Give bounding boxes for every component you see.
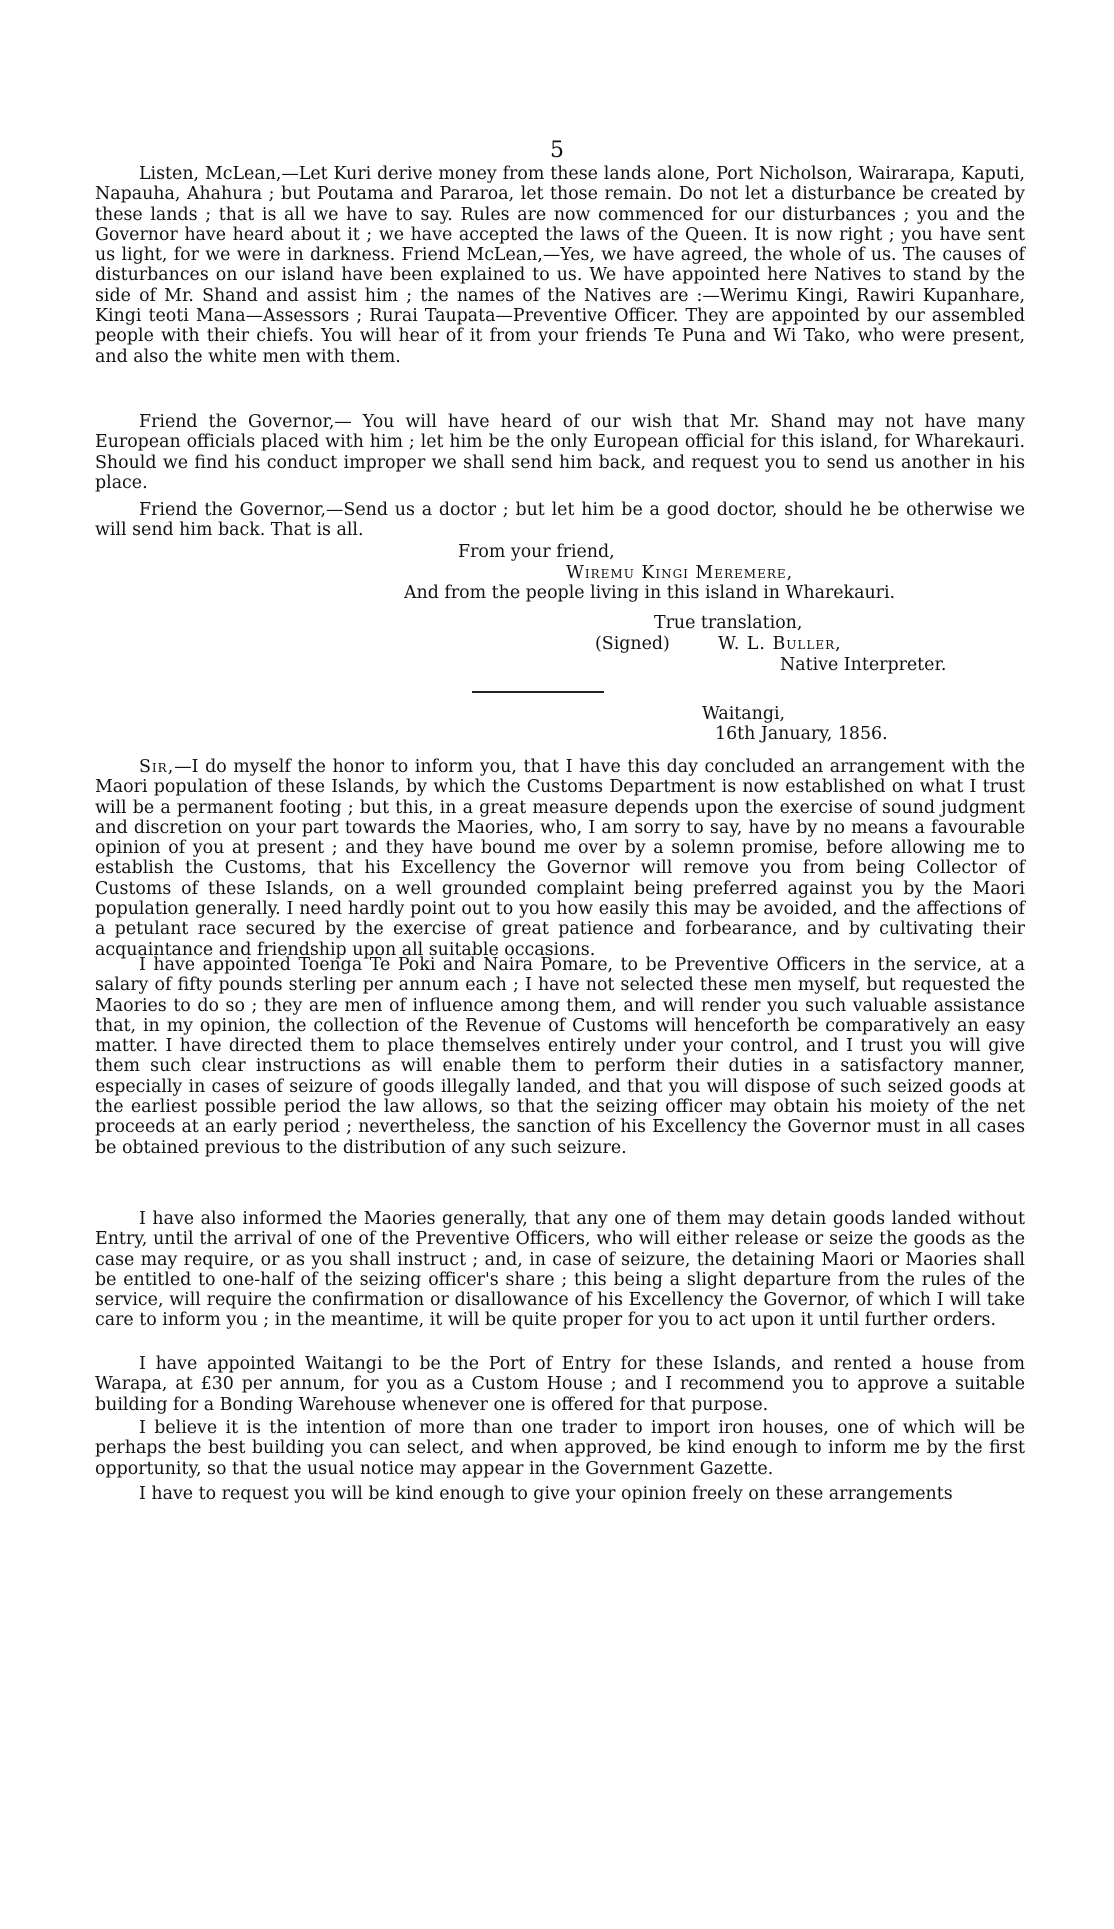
- letter2-text: I have appointed Toenga Te Poki and Naira Pomare, to be Preventive Officers in the service, at a salary of fifty pounds sterling per annum each ; I have not selected these men myself, but requested the Maories to do so ; they are men of influence among them, and will render you such valuable assistance that, in my opinion, the collection of the Revenue of Customs will henceforth be comparatively an easy matter. I have directed them to place themselves entirely under your control, and I trust you will give them such clear instructions as will enable them to perform their duties in a satisfactory manner, especially in cases of seizure of goods illegally landed, and that you will dispose of such seized goods at the earliest possible period the law allows, so that the seizing officer may obtain his moiety of the net proceeds at an early period ; nevertheless, the sanction of his Excellency the Governor must in all cases be obtained previous to the distribution of any such seizure.: [95, 955, 1025, 1158]
- letter2-place: Waitangi,: [702, 704, 786, 724]
- translator-title: Native Interpreter.: [780, 655, 947, 675]
- letter2-text: I have appointed Waitangi to be the Port of Entry for these Islands, and rented a house from Warapa, at £30 per annum, for you as a Custom House ; and I recommend you to approve a suitable building for a Bonding Warehouse whenever one is offered for that purpose.: [95, 1354, 1025, 1415]
- letter1-paragraph-2: [95, 412, 1025, 493]
- letter2-text: I believe it is the intention of more than one trader to import iron houses, one of which will be perhaps the best building you can select, and when approved, be kind enough to inform me by the first opportunity, so that the usual notice may appear in the Government Gazette.: [95, 1418, 1025, 1479]
- from-your-friend: From your friend,: [458, 542, 615, 562]
- letter2-paragraph-5: [95, 1418, 1025, 1479]
- letter1-text: Friend the Governor,—Send us a doctor ; but let him be a good doctor, should he be otherwise we will send him back. That is all.: [95, 500, 1025, 541]
- translator-name: W. L. Buller,: [718, 634, 842, 654]
- letter2-text: —I do myself the honor to inform you, that I have this day concluded an arrangement with the Maori population of these Islands, by which the Customs Department is now established on what I trust will be a permanent footing ; but this, in a great measure depends upon the exercise of sound judgment and discretion on your part towards the Maories, who, I am sorry to say, have by no means a favourable opinion of you at present ; and they have bound me over by a solemn promise, before allowing me to establish the Customs, that his Excellency the Governor will remove you from being Collector of Customs of these Islands, on a well grounded complaint being preferred against you by the Maori population generally. I need hardly point out to you how easily this may be avoided, and the affections of a petulant race secured by the exercise of great patience and forbearance, and by cultivating their acquaintance and friendship upon all suitable occasions.: [95, 757, 1025, 960]
- letter2-text: I have also informed the Maories generally, that any one of them may detain goods landed without Entry, until the arrival of one of the Preventive Officers, who will either release or seize the goods as the case may require, or as you shall instruct ; and, in case of seizure, the detaining Maori or Maories shall be entitled to one-half of the seizing officer's share ; this being a slight departure from the rules of the service, will require the confirmation or disallowance of his Excellency the Governor, of which I will take care to inform you ; in the meantime, it will be quite proper for you to act upon it until further orders.: [95, 1209, 1025, 1331]
- letter2-text: I have to request you will be kind enough to give your opinion freely on these arrangements: [139, 1484, 953, 1504]
- true-translation: True translation,: [654, 613, 803, 633]
- signed-label: (Signed): [595, 634, 670, 654]
- letter1-paragraph-1: [95, 164, 1025, 367]
- letter2-paragraph-6: [95, 1484, 1025, 1504]
- letter2-paragraph-4: [95, 1354, 1025, 1415]
- salutation: Sir,: [139, 757, 175, 777]
- letter2-date: 16th January, 1856.: [715, 724, 888, 744]
- letter1-text: Friend the Governor,— You will have heard of our wish that Mr. Shand may not have many European officials placed with him ; let him be the only European official for this island, for Wharekauri. Should we find his conduct improper we shall send him back, and request you to send us another in his place.: [95, 412, 1025, 493]
- letter2-paragraph-3: [95, 1209, 1025, 1331]
- page-number: 5: [550, 138, 564, 163]
- from-people: And from the people living in this island in Wharekauri.: [404, 583, 896, 603]
- letter2-paragraph-2: [95, 955, 1025, 1158]
- letter1-text: Listen, McLean,—Let Kuri derive money from these lands alone, Port Nicholson, Wairarapa, Kaputi, Napauha, Ahahura ; but Poutama and Pararoa, let those remain. Do not let a disturbance be created by these lands ; that is all we have to say. Rules are now commenced for our disturbances ; you and the Governor have heard about it ; we have accepted the laws of the Queen. It is now right ; you have sent us light, for we were in darkness. Friend McLean,—Yes, we have agreed, the whole of us. The causes of disturbances on our island have been explained to us. We have appointed here Natives to stand by the side of Mr. Shand and assist him ; the names of the Natives are :—Werimu Kingi, Rawiri Kupanhare, Kingi teoti Mana—Assessors ; Rurai Taupata—Preventive Officer. They are appointed by our assembled people with their chiefs. You will hear of it from your friends Te Puna and Wi Tako, who were present, and also the white men with them.: [95, 164, 1025, 367]
- signer-name: Wiremu Kingi Meremere,: [566, 563, 794, 583]
- letter1-paragraph-3: [95, 500, 1025, 541]
- letter2-paragraph-1: [95, 757, 1025, 960]
- section-divider: [472, 691, 604, 693]
